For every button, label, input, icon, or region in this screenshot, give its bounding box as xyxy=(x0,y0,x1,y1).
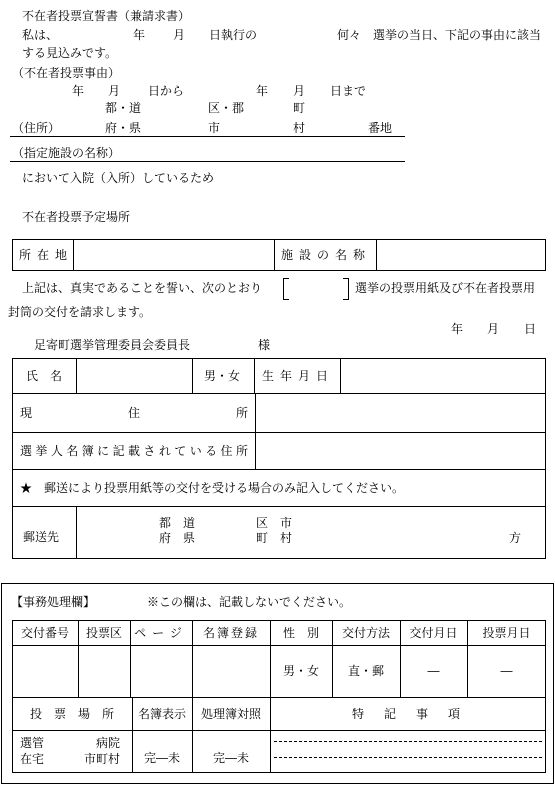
addr-shi: 市 xyxy=(208,121,221,135)
divider xyxy=(270,620,271,773)
mail-to: 都 道 xyxy=(159,516,196,530)
office-gender: 男・女 xyxy=(282,664,319,678)
election-name-field[interactable] xyxy=(290,278,342,298)
address-underline xyxy=(10,136,405,137)
shichoson: 市町村 xyxy=(84,752,121,766)
col-seibetsu: 性 別 xyxy=(282,626,319,640)
form-title: 不在者投票宣誓書（兼請求書） xyxy=(22,9,191,23)
period-y1: 年 xyxy=(72,84,85,98)
line1-a: 私は、 xyxy=(22,28,59,42)
reason-header: （不在者投票事由） xyxy=(12,66,121,80)
col-meibo-hyoji: 名簿表示 xyxy=(137,707,186,721)
col-kofu-date: 交付月日 xyxy=(409,626,458,640)
current-address-label: 現 住 所 xyxy=(20,406,248,420)
line1-election: 何々 選挙の当日、下記の事由に該当 xyxy=(337,28,542,42)
declaration-a: 上記は、真実であることを誓い、次のとおり xyxy=(22,281,263,295)
addr-to-michi: 都・道 xyxy=(105,101,142,115)
period-y2: 年 xyxy=(256,84,269,98)
divider xyxy=(76,358,77,393)
divider xyxy=(254,358,255,393)
tokki-dash-line xyxy=(274,741,542,742)
divider xyxy=(76,506,77,559)
col-tohyoku: 投票区 xyxy=(85,626,122,640)
row-divider xyxy=(12,645,546,646)
facility-name-label: （指定施設の名称） xyxy=(12,146,121,160)
addr-machi: 町 xyxy=(293,101,306,115)
mail-fu: 府 県 xyxy=(159,531,196,545)
place-header: 不在者投票予定場所 xyxy=(22,210,131,224)
office-method: 直・郵 xyxy=(347,664,384,678)
period-m2: 月 xyxy=(293,84,306,98)
period-until: 日まで xyxy=(330,84,367,98)
bracket-right xyxy=(343,278,349,300)
col-page: ページ xyxy=(134,626,188,640)
row-divider xyxy=(12,469,546,470)
row-divider xyxy=(12,697,546,698)
mail-machi: 町 村 xyxy=(256,531,293,545)
row-divider xyxy=(12,432,546,433)
period-m1: 月 xyxy=(108,84,121,98)
name-field[interactable] xyxy=(78,360,190,391)
addressee: 足寄町選挙管理委員会委員長 xyxy=(34,338,191,352)
row-divider xyxy=(12,393,546,394)
date-month: 月 xyxy=(487,322,500,336)
row-divider xyxy=(12,730,546,731)
sama: 様 xyxy=(258,338,271,352)
bracket-left xyxy=(283,278,289,300)
senkan: 選管 xyxy=(20,736,45,750)
line2: する見込みです。 xyxy=(22,46,118,60)
divider xyxy=(376,239,377,271)
mail-note: ★ 郵送により投票用紙等の交付を受ける場合のみ記入してください。 xyxy=(20,481,405,495)
col-tokki: 特 記 事 項 xyxy=(351,707,464,721)
line1-day-exec: 日執行の xyxy=(209,28,258,42)
date-day: 日 xyxy=(524,322,537,336)
col-kofu-hoho: 交付方法 xyxy=(341,626,390,640)
facility-name-field[interactable] xyxy=(378,241,544,269)
divider xyxy=(274,239,275,271)
name-label: 氏 名 xyxy=(26,369,63,383)
col-meibo-toroku: 名簿登録 xyxy=(202,626,259,640)
gender-choice[interactable]: 男・女 xyxy=(204,369,241,383)
facility-label: 施設の名称 xyxy=(281,248,372,262)
mail-address-field[interactable] xyxy=(78,508,544,557)
divider xyxy=(340,358,341,393)
addr-ku-gun: 区・郡 xyxy=(208,101,245,115)
col-kofu-no: 交付番号 xyxy=(20,626,69,640)
col-tohyo-basho: 投 票 場 所 xyxy=(29,707,114,721)
office-header: 【事務処理欄】 xyxy=(11,595,96,609)
divider xyxy=(255,393,256,469)
divider xyxy=(192,358,193,393)
tokki-dash-line xyxy=(274,757,542,758)
period-from: 日から xyxy=(148,84,185,98)
mail-kata: 方 xyxy=(509,531,522,545)
office-dash-1: ― xyxy=(427,664,440,678)
row-divider xyxy=(12,506,546,507)
mail-label: 郵送先 xyxy=(23,530,60,544)
facility-underline xyxy=(10,161,405,162)
addr-fu-ken: 府・県 xyxy=(105,121,142,135)
declaration-2: 封筒の交付を請求します。 xyxy=(8,305,152,319)
location-label: 所在地 xyxy=(19,248,74,262)
location-field[interactable] xyxy=(75,241,272,269)
kanmi-1: 完―未 xyxy=(143,751,180,765)
divider xyxy=(73,239,74,271)
current-address-field[interactable] xyxy=(257,395,544,430)
zaitaku: 在宅 xyxy=(20,752,45,766)
office-dash-2: ― xyxy=(500,664,513,678)
declaration-b: 選挙の投票用紙及び不在者投票用 xyxy=(355,281,536,295)
addr-label: （住所） xyxy=(12,121,61,135)
byoin: 病院 xyxy=(96,736,121,750)
date-year: 年 xyxy=(451,322,464,336)
line1-year: 年 xyxy=(133,28,146,42)
birth-label: 生年月日 xyxy=(262,369,335,383)
birthdate-field[interactable] xyxy=(342,360,544,391)
col-shoribo: 処理簿対照 xyxy=(200,707,261,721)
registered-address-label: 選挙人名簿に記載されている住所 xyxy=(20,444,248,458)
kanmi-2: 完―未 xyxy=(212,751,249,765)
addr-mura: 村 xyxy=(293,121,306,135)
hospital-line: において入院（入所）しているため xyxy=(22,171,215,185)
addr-banchi: 番地 xyxy=(368,121,393,135)
col-tohyo-date: 投票月日 xyxy=(482,626,531,640)
line1-month: 月 xyxy=(173,28,186,42)
mail-ku: 区 市 xyxy=(256,516,293,530)
registered-address-field[interactable] xyxy=(257,434,544,467)
office-note: ※この欄は、記載しないでください。 xyxy=(147,595,352,609)
